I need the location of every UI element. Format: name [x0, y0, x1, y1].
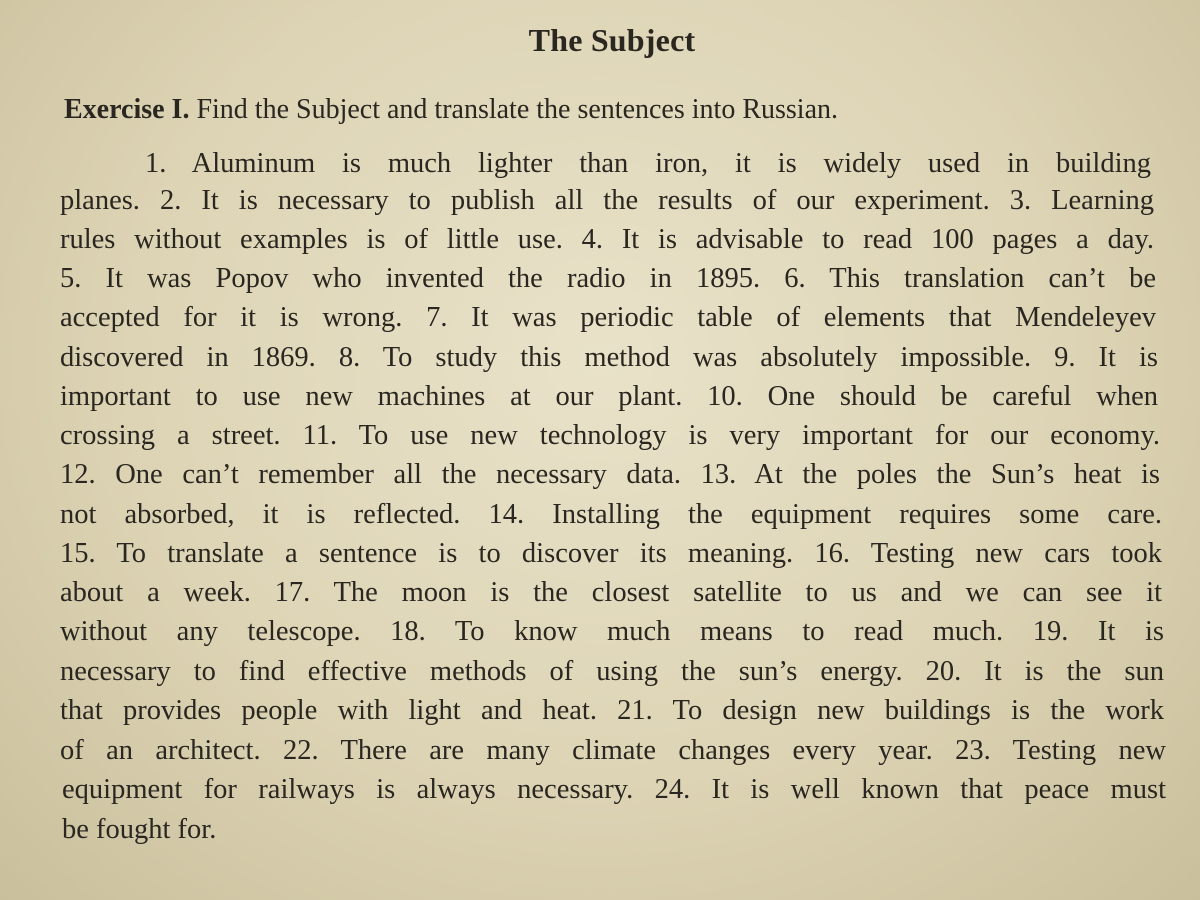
text-line: not absorbed, it is reflected. 14. Installing the equipment requires some care.	[60, 499, 1162, 530]
text-line: rules without examples is of little use. 4. It is advisable to read 100 pages a day.	[60, 224, 1154, 255]
text-line: be fought for.	[62, 814, 217, 845]
text-line: of an architect. 22. There are many climate changes every year. 23. Testing new	[60, 735, 1166, 766]
text-line: that provides people with light and heat. 21. To design new buildings is the work	[60, 695, 1164, 726]
text-line: accepted for it is wrong. 7. It was periodic table of elements that Mendeleyev	[60, 302, 1156, 333]
text-line: without any telescope. 18. To know much means to read much. 19. It is	[60, 616, 1164, 647]
text-line: important to use new machines at our plant. 10. One should be careful when	[60, 381, 1158, 412]
text-line: 15. To translate a sentence is to discover its meaning. 16. Testing new cars took	[60, 538, 1162, 569]
text-line: 5. It was Popov who invented the radio in 1895. 6. This translation can’t be	[60, 263, 1156, 294]
exercise-instruction: Find the Subject and translate the sentences into Russian.	[196, 94, 838, 125]
text-line: equipment for railways is always necessary. 24. It is well known that peace must	[62, 774, 1166, 805]
text-line: about a week. 17. The moon is the closest satellite to us and we can see it	[60, 577, 1162, 608]
exercise-heading	[64, 94, 838, 126]
text-line: 1. Aluminum is much lighter than iron, it is widely used in building	[145, 148, 1151, 179]
text-line: necessary to find effective methods of using the sun’s energy. 20. It is the sun	[60, 656, 1164, 687]
text-line: 12. One can’t remember all the necessary data. 13. At the poles the Sun’s heat is	[60, 459, 1160, 490]
text-line: planes. 2. It is necessary to publish all the results of our experiment. 3. Learning	[60, 185, 1154, 216]
text-line: discovered in 1869. 8. To study this method was absolutely impossible. 9. It is	[60, 342, 1158, 373]
exercise-label: Exercise I.	[64, 94, 190, 125]
page-title: The Subject	[528, 22, 696, 58]
text-line: crossing a street. 11. To use new technology is very important for our economy.	[60, 420, 1160, 451]
